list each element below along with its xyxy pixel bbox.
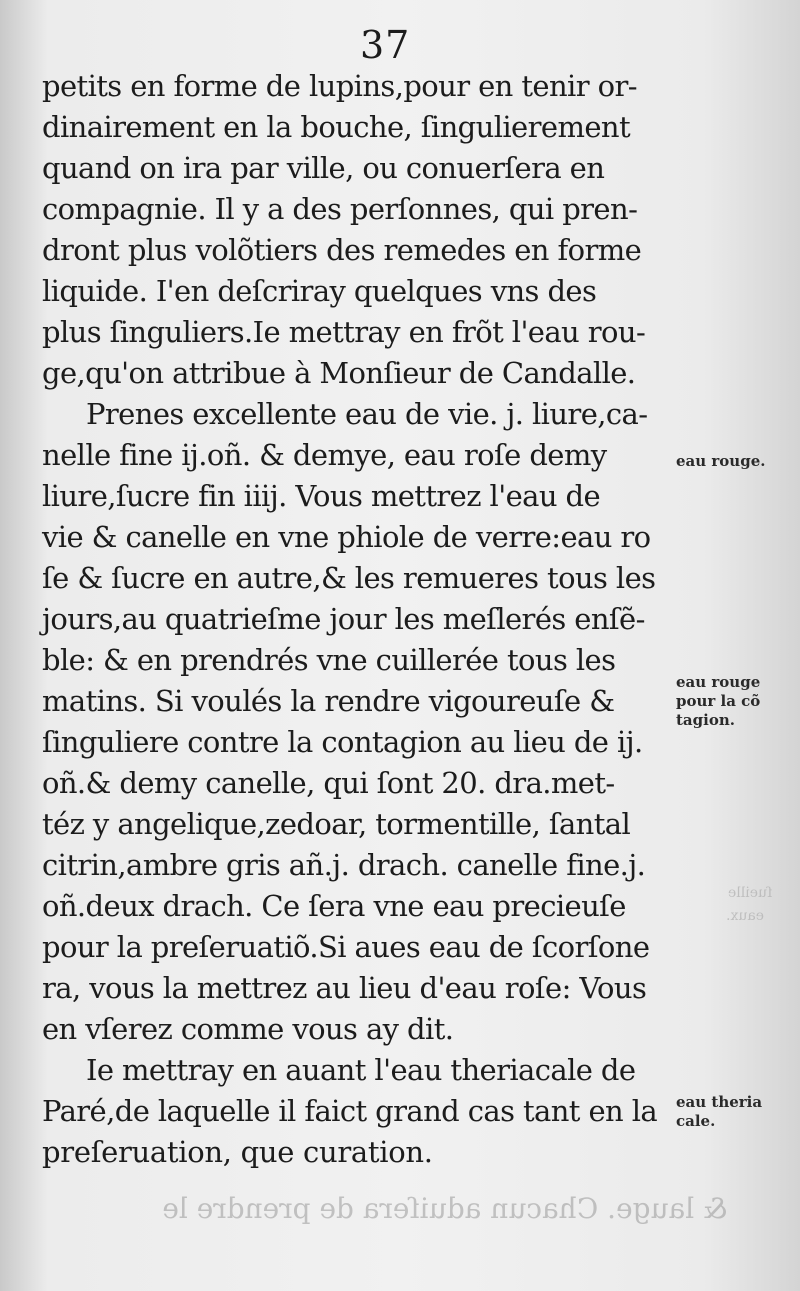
bleed-through-side-text: eaux.: [726, 908, 764, 924]
bleed-through-bottom-text: & lauge. Chacun aduiſera de prendre le: [162, 1192, 728, 1225]
bleed-through-side-text: ſueille: [728, 885, 773, 901]
text-line: pour la preſeruatiõ.Si aues eau de ſcorſone: [42, 930, 650, 964]
text-line: ble: & en prendrés vne cuillerée tous les: [42, 643, 616, 677]
text-line: jours,au quatrieſme jour les meſlerés enſẽ-: [42, 602, 645, 636]
marginal-note-line: eau rouge.: [676, 452, 766, 470]
text-line: compagnie. Il y a des perſonnes, qui pren-: [42, 192, 638, 226]
page-number: 37: [360, 23, 411, 67]
text-line: ſe & ſucre en autre,& les remueres tous les: [42, 561, 656, 595]
text-line: liure,ſucre fin iiij. Vous mettrez l'eau de: [42, 479, 601, 513]
text-line: ge,qu'on attribue à Monſieur de Candalle.: [42, 356, 636, 390]
text-line: oñ.deux drach. Ce ſera vne eau precieuſe: [42, 889, 626, 923]
text-line: dront plus volõtiers des remedes en forme: [42, 233, 642, 267]
marginal-note-line: pour la cõ: [676, 692, 761, 710]
text-line: Paré,de laquelle il faict grand cas tant en la: [42, 1094, 658, 1128]
text-line: dinairement en la bouche, ſingulierement: [42, 110, 631, 144]
text-line: matins. Si voulés la rendre vigoureuſe &: [42, 684, 615, 718]
marginal-note-eau-rouge-contagion: [676, 673, 794, 730]
text-line: liquide. I'en deſcriray quelques vns des: [42, 274, 597, 308]
text-line: plus ſinguliers.Ie mettray en frõt l'eau rou-: [42, 315, 646, 349]
marginal-note-line: eau theria: [676, 1093, 763, 1111]
marginal-note-line: cale.: [676, 1112, 716, 1130]
text-line: oñ.& demy canelle, qui ſont 20. dra.met-: [42, 766, 615, 800]
text-line: quand on ira par ville, ou conuerſera en: [42, 151, 605, 185]
text-line: ra, vous la mettrez au lieu d'eau roſe: Vous: [42, 971, 647, 1005]
marginal-note-line: eau rouge: [676, 673, 761, 691]
marginal-note-line: tagion.: [676, 711, 735, 729]
text-line: ſinguliere contre la contagion au lieu de ij.: [42, 725, 643, 759]
text-line: petits en forme de lupins,pour en tenir or-: [42, 69, 637, 103]
text-line-paragraph-start: Ie mettray en auant l'eau theriacale de: [86, 1053, 636, 1087]
text-line: nelle fine ij.oñ. & demye, eau roſe demy: [42, 438, 607, 472]
text-line-paragraph-start: Prenes excellente eau de vie. j. liure,ca-: [86, 397, 648, 431]
text-line: en vſerez comme vous ay dit.: [42, 1012, 454, 1046]
body-text: [42, 66, 672, 1173]
text-line: citrin,ambre gris añ.j. drach. canelle fine.j.: [42, 848, 646, 882]
text-line: téz y angelique,zedoar, tormentille, ſantal: [42, 807, 631, 841]
text-line: vie & canelle en vne phiole de verre:eau ro: [42, 520, 651, 554]
marginal-note-eau-theriacale: [676, 1093, 794, 1131]
marginal-note-eau-rouge: [676, 452, 794, 471]
text-line: preſeruation, que curation.: [42, 1135, 433, 1169]
